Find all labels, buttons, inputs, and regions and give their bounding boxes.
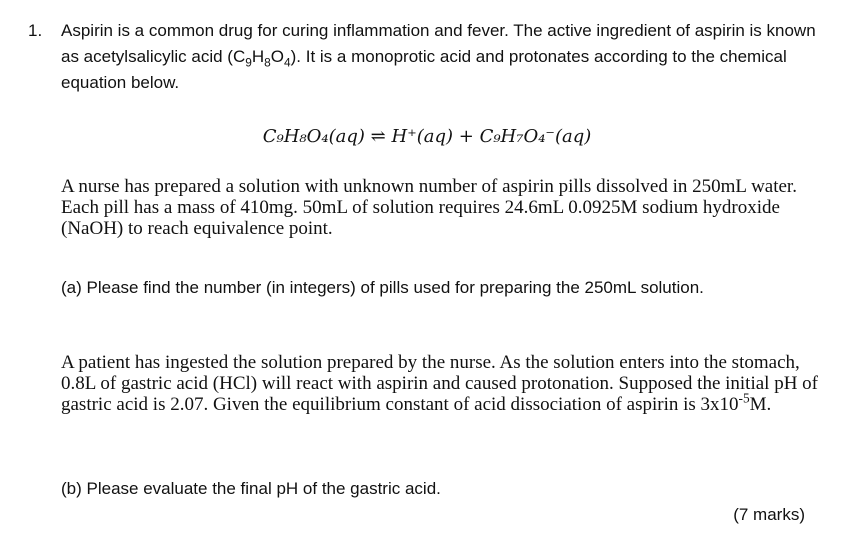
paragraph-patient: [61, 352, 831, 415]
equation-product-anion: C₉H₇O₄⁻(aq): [479, 126, 592, 147]
equation-reactant: C₉H₈O₄(aq): [262, 126, 365, 147]
paragraph-patient-unit: M.: [749, 394, 772, 415]
formula-sub-8: 8: [264, 55, 271, 70]
part-a: (a) Please find the number (in integers) of pills used for preparing the 250mL solution.: [61, 278, 704, 297]
formula-o: O: [270, 47, 284, 66]
paragraph-nurse: A nurse has prepared a solution with unknown number of aspirin pills dissolved in 250mL water. Each pill has a mass of 410mg. 50mL of solution requires 24.6mL 0.0925M sodium hydroxide (NaOH) to reach equivalence point.: [61, 176, 797, 239]
exponent: -5: [738, 390, 750, 406]
equilibrium-arrow: ⇌: [370, 126, 386, 147]
formula-sub-4: 4: [284, 55, 291, 70]
intro-text-a: Aspirin is a common drug for curing inflammation and fever. The active ingredient of aspirin is known as acetylsalicylic acid (C: [61, 21, 816, 66]
chemical-equation: [0, 124, 854, 150]
formula-sub-9: 9: [245, 55, 252, 70]
question-number: 1.: [28, 21, 43, 40]
formula-h: H: [251, 47, 265, 66]
question-intro: [61, 18, 831, 96]
paragraph-patient-text: A patient has ingested the solution prepared by the nurse. As the solution enters into the stomach, 0.8L of gastric acid (HCl) will react with aspirin and caused protonation. Supposed the initial pH of gastric acid is 2.07. Given the equilibrium constant of acid dissociation of aspirin is 3x10: [61, 352, 819, 415]
equation-product-h: H⁺(aq): [391, 126, 453, 147]
intro-text-b: ). It is a monoprotic acid and protonates according to the chemical equation below.: [61, 47, 787, 92]
equation-plus: +: [458, 126, 474, 147]
part-b: (b) Please evaluate the final pH of the gastric acid.: [61, 479, 441, 498]
marks-label: (7 marks): [733, 505, 805, 524]
